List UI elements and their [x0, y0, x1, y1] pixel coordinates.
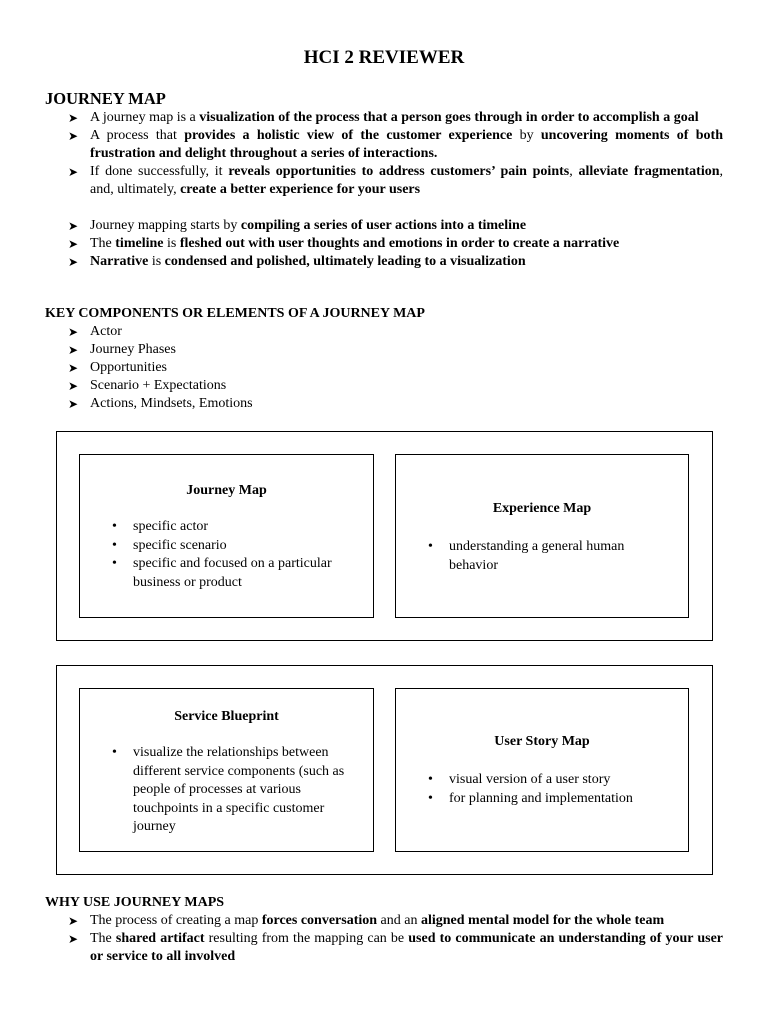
text: is — [163, 236, 180, 251]
list-item: ➤ Actor — [68, 324, 122, 339]
text: resulting from the mapping can be — [204, 931, 409, 946]
experience-map-box-title: Experience Map — [492, 501, 592, 516]
text: The — [90, 236, 116, 251]
list-item — [45, 127, 723, 163]
user-story-map-box-title: User Story Map — [494, 734, 590, 749]
arrowhead-bullet-icon: ➤ — [68, 129, 79, 143]
list-item — [45, 163, 723, 199]
list-item: • specific scenario — [80, 537, 373, 556]
text: by — [512, 128, 541, 143]
key-components-list — [45, 323, 723, 413]
list-item: ➤ Opportunities — [68, 360, 167, 375]
arrowhead-bullet-icon: ➤ — [68, 111, 79, 125]
bold-text: timeline — [115, 236, 164, 251]
dot-bullet-icon: • — [112, 745, 117, 760]
arrowhead-bullet-icon: ➤ — [68, 237, 79, 251]
service-blueprint-box-title: Service Blueprint — [174, 709, 279, 724]
list-item: • understanding a general human behavior — [428, 539, 625, 573]
list-item — [45, 235, 723, 253]
user-story-map-box-list — [396, 771, 688, 808]
bold-text: reveals opportunities to address customers’ pain points — [228, 164, 570, 179]
list-item: ➤ Actions, Mindsets, Emotions — [68, 396, 253, 411]
text: Journey mapping starts by — [90, 218, 241, 233]
section-heading-journey-map: JOURNEY MAP — [45, 89, 166, 108]
text: The process of creating a map — [90, 913, 262, 928]
text: A journey map is a — [90, 110, 200, 125]
bold-text: condensed and polished, ultimately leading to a visualization — [164, 254, 526, 269]
list-item: • visual version of a user story — [396, 771, 688, 790]
list-item: • for planning and implementation — [396, 790, 688, 809]
why-use-list — [45, 912, 723, 966]
bold-text: uncovering moments of both frustration and delight throughout a series of interactions. — [90, 128, 723, 161]
bold-text: alleviate fragmentation — [578, 164, 720, 179]
section-heading-key-components: KEY COMPONENTS OR ELEMENTS OF A JOURNEY MAP — [45, 306, 425, 321]
arrowhead-bullet-icon: ➤ — [68, 255, 79, 269]
text: If done successfully, it — [90, 164, 229, 179]
page-title: HCI 2 REVIEWER — [303, 47, 465, 68]
service-blueprint-box-list — [80, 744, 373, 837]
arrowhead-bullet-icon: ➤ — [68, 325, 79, 339]
list-item — [45, 109, 723, 127]
bold-text: compiling a series of user actions into a timeline — [240, 218, 527, 233]
text: , and, ultimately, — [90, 164, 724, 197]
arrowhead-bullet-icon: ➤ — [68, 361, 79, 375]
dot-bullet-icon: • — [112, 537, 117, 553]
text: The — [90, 931, 116, 946]
text: and an — [377, 913, 421, 928]
list-item — [45, 912, 723, 930]
text: , — [569, 164, 579, 179]
user-story-map-box — [395, 688, 689, 852]
arrowhead-bullet-icon: ➤ — [68, 165, 79, 179]
bold-text: create a better experience for your users — [180, 182, 421, 197]
bold-text: forces conversation — [261, 913, 378, 928]
dot-bullet-icon: • — [428, 790, 433, 806]
arrowhead-bullet-icon: ➤ — [68, 343, 79, 357]
arrowhead-bullet-icon: ➤ — [68, 219, 79, 233]
bold-text: aligned mental model for the whole team — [420, 913, 665, 928]
section-heading-why-use: WHY USE JOURNEY MAPS — [45, 895, 225, 910]
experience-map-box-list — [396, 538, 688, 575]
arrowhead-bullet-icon: ➤ — [68, 914, 79, 928]
journey-map-definition-list — [45, 109, 723, 271]
dot-bullet-icon: • — [428, 539, 433, 554]
arrowhead-bullet-icon: ➤ — [68, 397, 79, 411]
list-item: • visualize the relationships between different service components (such as people of processes at various touchpoints in a specific customer journey — [112, 745, 345, 834]
list-item: • specific actor — [80, 518, 373, 537]
journey-map-box-title: Journey Map — [186, 483, 267, 498]
service-blueprint-box — [79, 688, 374, 852]
text: A process that — [90, 128, 185, 143]
dot-bullet-icon: • — [112, 556, 117, 571]
list-item: ➤ Journey Phases — [68, 342, 176, 357]
list-item: ➤ Scenario + Expectations — [68, 378, 227, 393]
bold-text: visualization of the process that a person goes through in order to accomplish a goal — [199, 110, 699, 125]
list-item — [45, 253, 723, 271]
arrowhead-bullet-icon: ➤ — [68, 379, 79, 393]
bold-text: Narrative — [90, 254, 149, 269]
journey-map-box-list — [80, 518, 373, 592]
dot-bullet-icon: • — [428, 772, 433, 787]
journey-map-box — [79, 454, 374, 618]
bold-text: used to communicate an understanding of your user or service to all involved — [90, 931, 724, 964]
experience-map-box — [395, 454, 689, 618]
arrowhead-bullet-icon: ➤ — [68, 932, 79, 946]
bold-text: shared artifact — [115, 931, 205, 946]
list-item — [45, 217, 723, 235]
list-item: • specific and focused on a particular business or product — [112, 556, 332, 590]
dot-bullet-icon: • — [112, 519, 117, 534]
list-item — [45, 930, 723, 966]
bold-text: provides a holistic view of the customer experience — [184, 128, 513, 143]
text: is — [148, 254, 165, 269]
bold-text: fleshed out with user thoughts and emotions in order to create a narrative — [179, 236, 620, 251]
